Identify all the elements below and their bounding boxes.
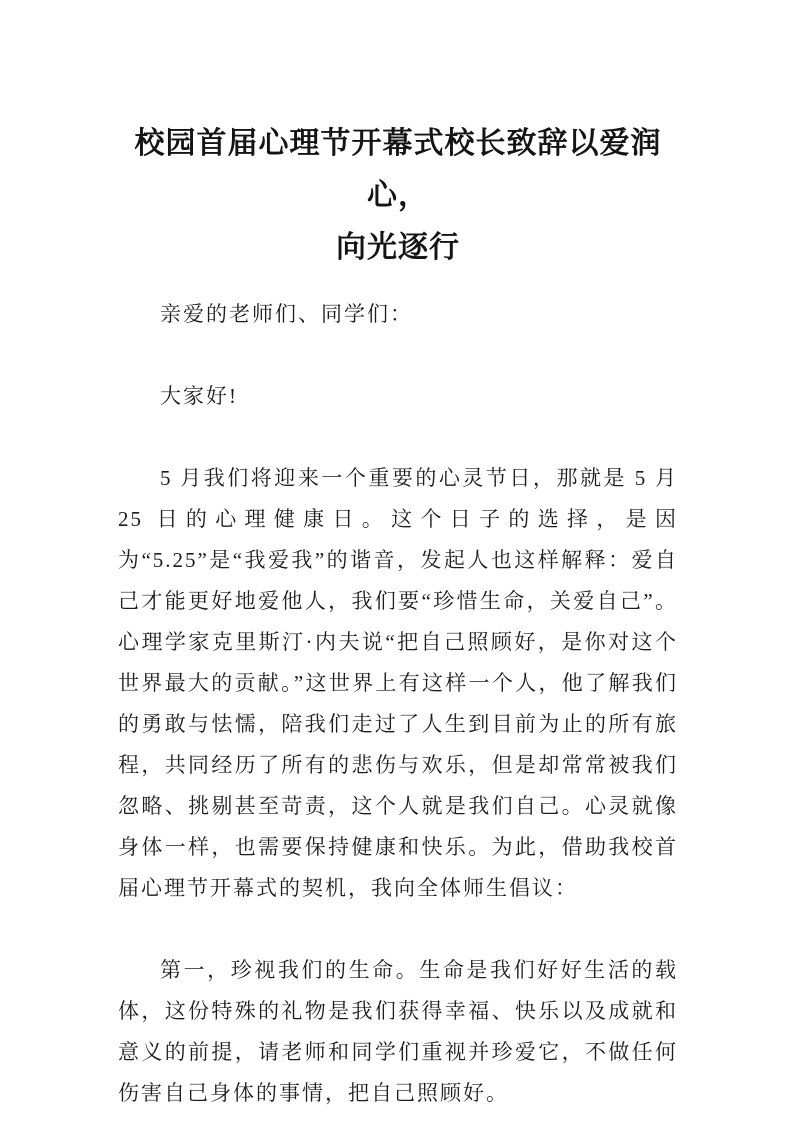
greeting-line: 亲爱的老师们、同学们：	[160, 302, 413, 326]
paragraph-1: 5 月我们将迎来一个重要的心灵节日，那就是 5 月 25 日的心理健康日。这个日子的选择，是因为“5.25”是“我爱我”的谐音，发起人也这样解释：爱自己才能更好地爱他人，我们要“珍惜生命，关爱自己”。心理学家克里斯汀·内夫说“把自己照顾好，是你对这个世界最大的贡献。”这世界上有这样一个人，他了解我们的勇敢与怯懦，陪我们走过了人生到目前为止的所有旅程，共同经历了所有的悲伤与欢乐，但是却常常被我们忽略、挑剔甚至苛责，这个人就是我们自己。心灵就像身体一样，也需要保持健康和快乐。为此，借助我校首届心理节开幕式的契机，我向全体师生倡议：	[118, 466, 678, 900]
salutation-line: 大家好!	[160, 384, 238, 408]
paragraph-2: 第一，珍视我们的生命。生命是我们好好生活的载体，这份特殊的礼物是我们获得幸福、快乐以及成就和意义的前提，请老师和同学们重视并珍爱它，不做任何伤害自己身体的事情，把自己照顾好。	[118, 958, 678, 1105]
document-title	[118, 118, 678, 274]
document-title-line-2: 向光逐行	[336, 231, 460, 264]
document-body	[118, 294, 678, 1114]
document-title-line-1: 校园首届心理节开幕式校长致辞以爱润心，	[134, 127, 662, 212]
